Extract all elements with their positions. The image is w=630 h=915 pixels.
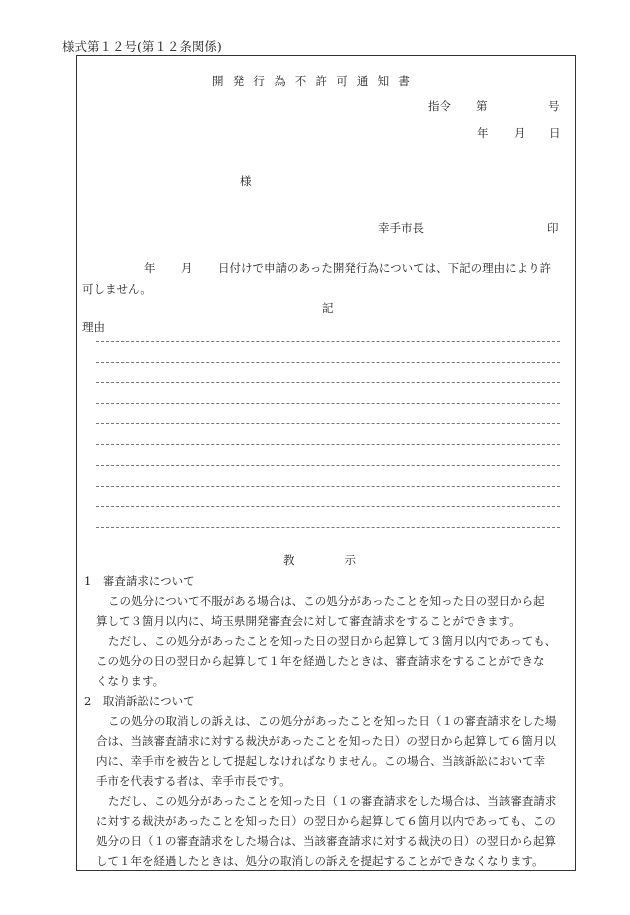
addressee-suffix: 様 [240,174,252,188]
section-2-line: して１年を経過したときは、処分の取消しの訴えを提起することができなくなります。 [96,854,544,868]
ki-heading: 記 [322,301,334,315]
reason-line [96,444,560,445]
section-2-line: ただし、この処分があったことを知った日（１の審査請求をした場合は、当該審査請求 [108,794,557,808]
number-prefix: 第 [476,99,488,113]
number-suffix: 号 [548,99,560,113]
reason-line [96,527,560,528]
section-1-line: ただし、この処分があったことを知った日の翌日から起算して３箇月以内であっても、 [108,634,557,648]
body-year-label: 年 [144,261,156,275]
section-2-line: 手市を代表する者は、幸手市長です。 [96,774,291,788]
body-line-2: 可しません。 [82,282,152,296]
reason-line [96,362,560,363]
form-number: 様式第１２号(第１２条関係) [62,39,222,54]
document-title: 開発行為不許可通知書 [212,74,419,88]
section-2-heading: 2 取消訴訟について [84,694,195,708]
date-month-label: 月 [514,126,526,140]
reason-line [96,382,560,383]
reason-line [96,486,560,487]
section-1-line: この処分の日の翌日から起算して１年を経過したときは、審査請求をすることができな [96,654,545,668]
section-2-line: この処分の取消しの訴えは、この処分があったことを知った日（１の審査請求をした場 [108,714,557,728]
date-year-label: 年 [477,126,489,140]
seal-mark: 印 [547,221,559,235]
reason-line [96,506,560,507]
body-text: 日付けで申請のあった開発行為については、下記の理由により許 [218,261,552,275]
section-1-line: 算して３箇月以内に、埼玉県開発審査会に対して審査請求をすることができます。 [96,614,521,628]
section-1-line: この処分について不服がある場合は、この処分があったことを知った日の翌日から起 [108,594,545,608]
section-2-line: 合は、当該審査請求に対する裁決があったことを知った日）の翌日から起算して６箇月以 [96,734,556,748]
section-1-heading: 1 審査請求について [84,574,195,588]
sender-name: 幸手市長 [378,221,424,235]
section-2-line: に対する裁決があったことを知った日）の翌日から起算して６箇月以内であっても、この [96,814,556,828]
reason-label: 理由 [82,320,105,334]
body-month-label: 月 [181,261,193,275]
reason-line [96,465,560,466]
reason-line [96,423,560,424]
section-2-line: 処分の日（１の審査請求をした場合は、当該審査請求に対する裁決の日）の翌日から起算 [96,834,556,848]
kyoji-title: 教示 [283,553,406,567]
section-1-line: くなります。 [96,674,165,688]
section-2-line: 内に、幸手市を被告として提起しなければなりません。この場合、当該訴訟において幸 [96,754,546,768]
reason-line [96,341,560,342]
reason-line [96,403,560,404]
directive-label: 指令 [428,99,451,113]
date-day-label: 日 [549,126,561,140]
